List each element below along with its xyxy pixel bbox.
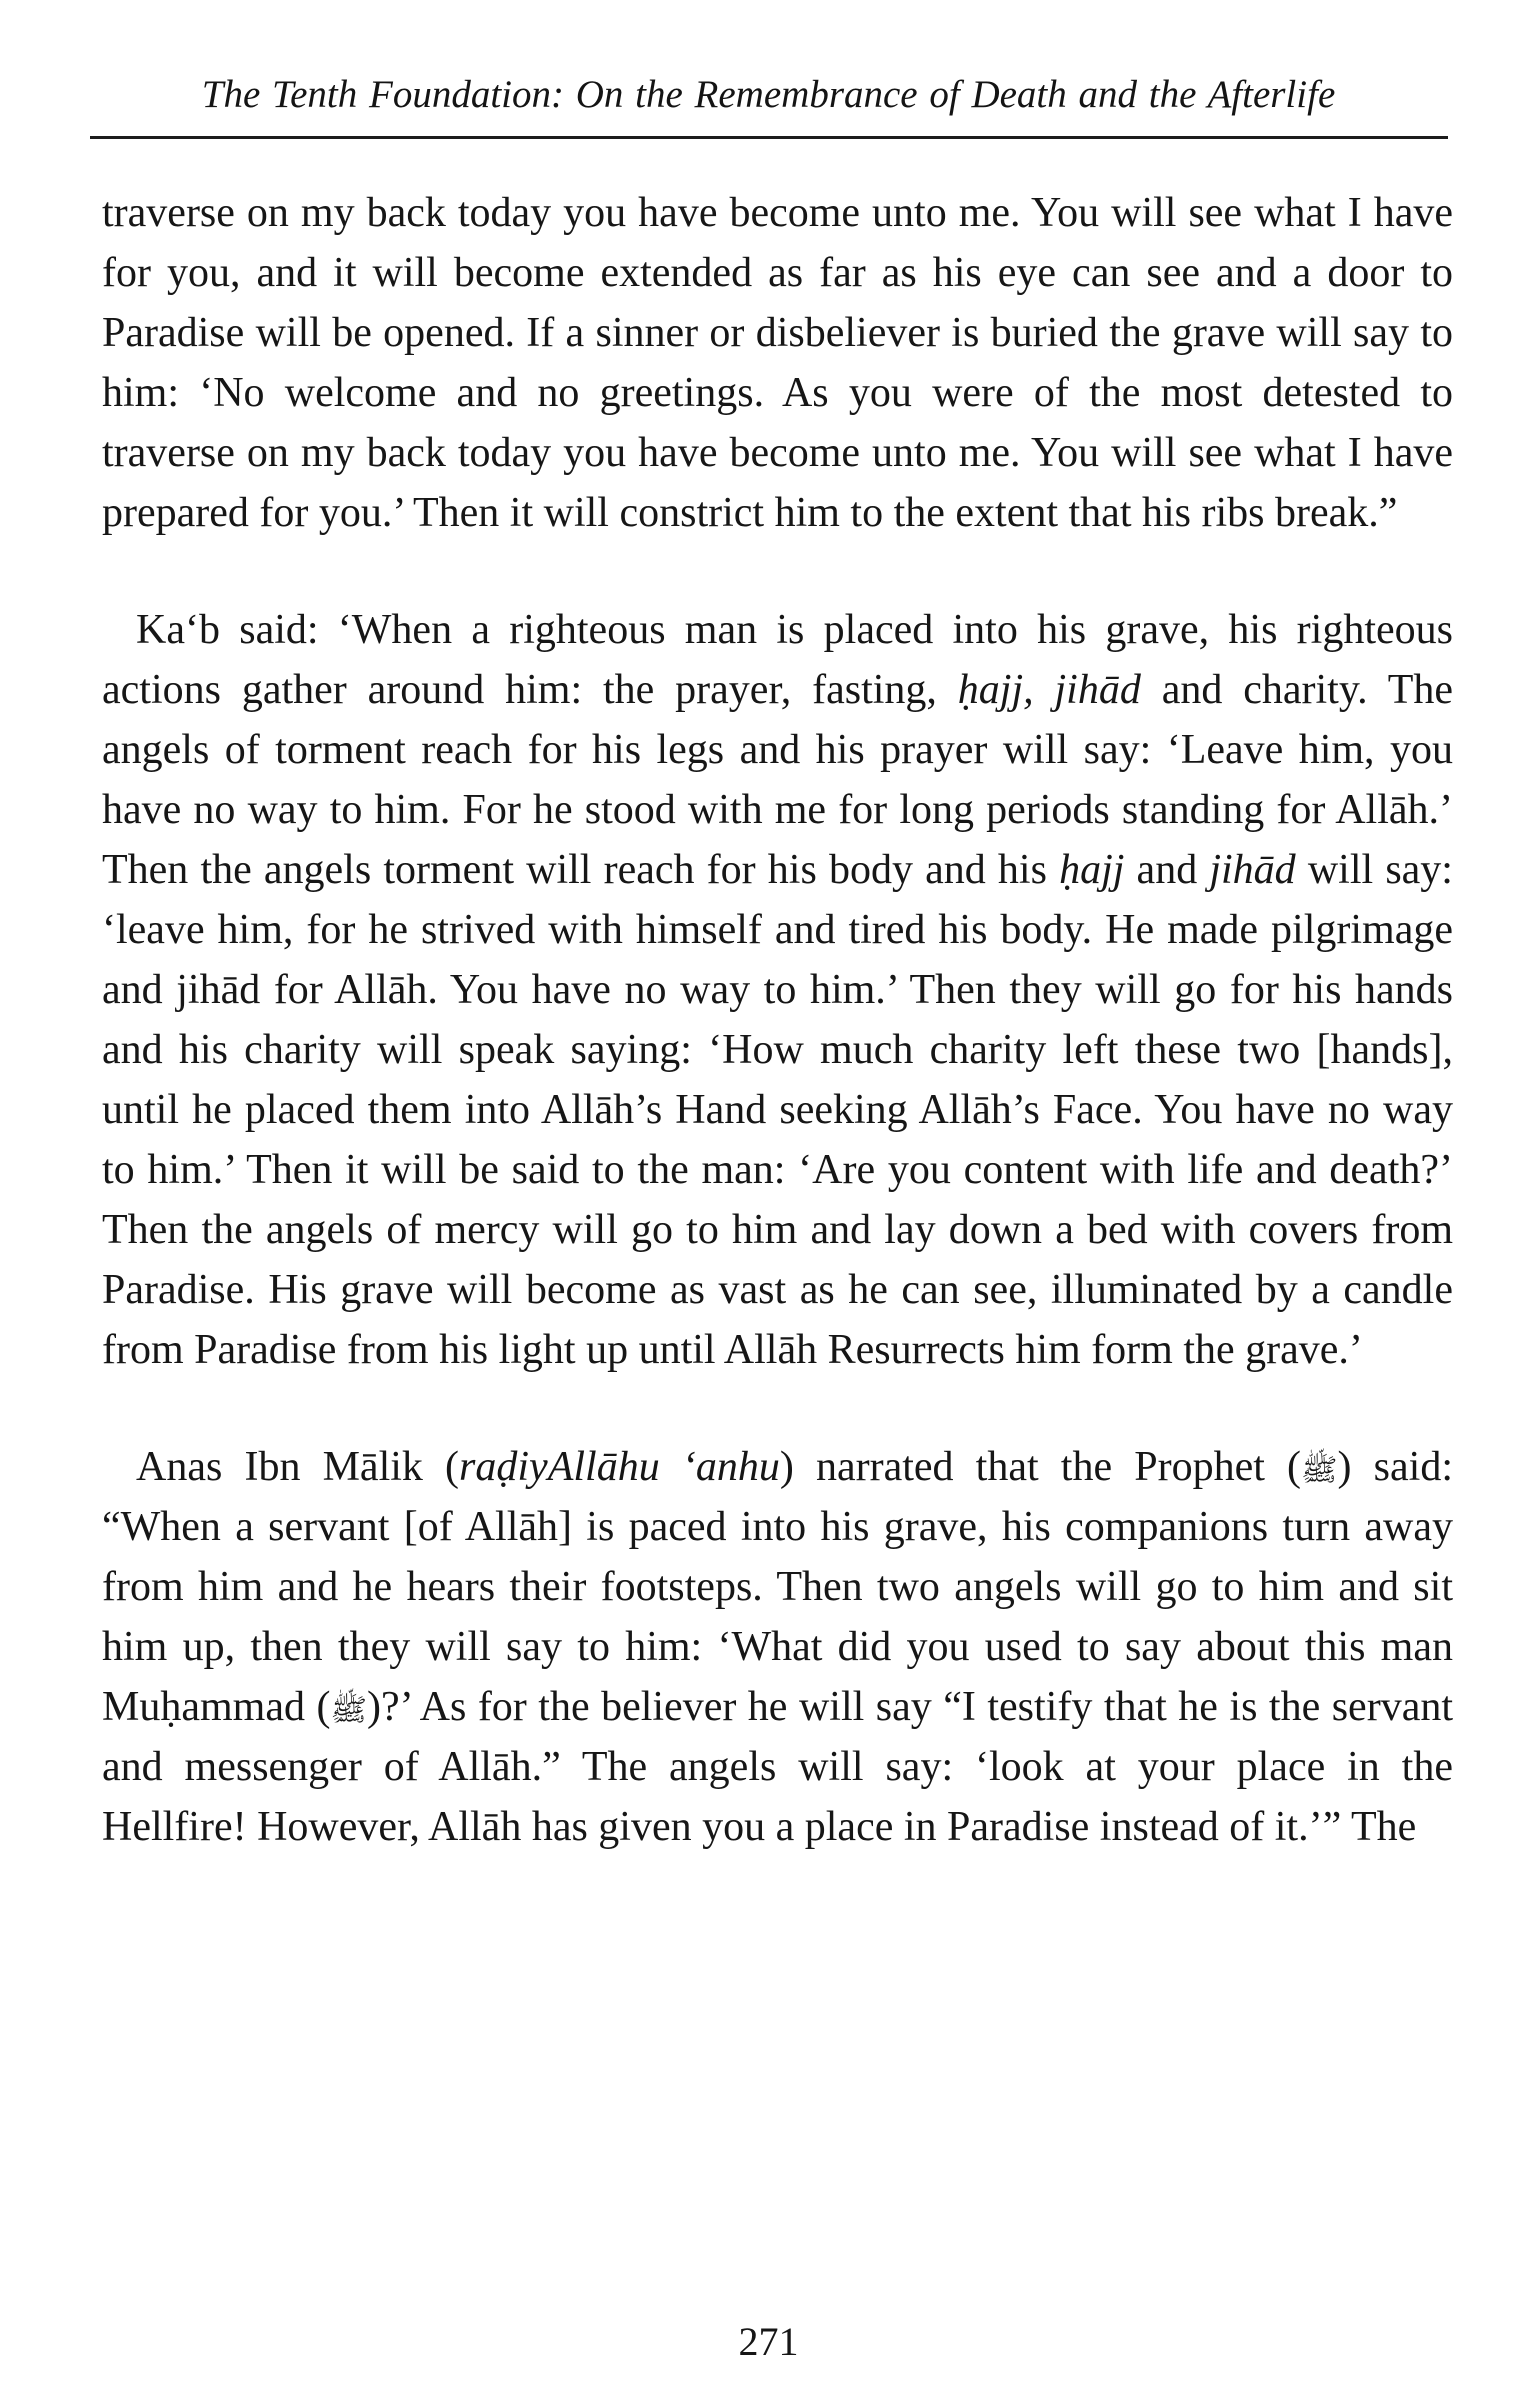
page-body xyxy=(102,183,1453,1857)
header-rule xyxy=(90,136,1448,139)
paragraph-2: Ka‘b said: ‘When a righteous man is placed into his grave, his righteous actions gather around him: the prayer, fasting, ḥajj, jihād and charity. The angels of torment reach for his legs and his prayer will say: ‘Leave him, you have no way to him. For he stood with me for long periods standing for Allāh.’ Then the angels torment will reach for his body and his ḥajj and jihād will say: ‘leave him, for he strived with himself and tired his body. He made pilgrimage and jihād for Allāh. You have no way to him.’ Then they will go for his hands and his charity will speak saying: ‘How much charity left these two [hands], until he placed them into Allāh’s Hand seeking Allāh’s Face. You have no way to him.’ Then it will be said to the man: ‘Are you content with life and death?’ Then the angels of mercy will go to him and lay down a bed with covers from Paradise. His grave will become as vast as he can see, illuminated by a candle from Paradise from his light up until Allāh Resurrects him form the grave.’ xyxy=(102,607,1453,1373)
page-number: 271 xyxy=(738,2319,799,2364)
page-header xyxy=(0,0,1537,139)
paragraph-1: traverse on my back today you have become unto me. You will see what I have for you, and it will become extended as far as his eye can see and a door to Paradise will be opened. If a sinner or disbeliever is buried the grave will say to him: ‘No welcome and no greetings. As you were of the most detested to traverse on my back today you have become unto me. You will see what I have prepared for you.’ Then it will constrict him to the extent that his ribs break.” xyxy=(102,190,1453,536)
pbuh-symbol: ﷺ xyxy=(330,1693,367,1727)
paragraph-3: Anas Ibn Mālik (raḍiyAllāhu ‘anhu) narrated that the Prophet (ﷺ) said: “When a servant [of Allāh] is paced into his grave, his companions turn away from him and he hears their footsteps. Then two angels will go to him and sit him up, then they will say to him: ‘What did you used to say about this man Muḥammad (ﷺ)?’ As for the believer he will say “I testify that he is the servant and messenger of Allāh.” The angels will say: ‘look at your place in the Hellfire! However, Allāh has given you a place in Paradise instead of it.’” The xyxy=(102,1444,1453,1850)
pbuh-symbol: ﷺ xyxy=(1301,1453,1338,1487)
running-header-title: The Tenth Foundation: On the Remembrance of Death and the Afterlife xyxy=(201,73,1336,116)
